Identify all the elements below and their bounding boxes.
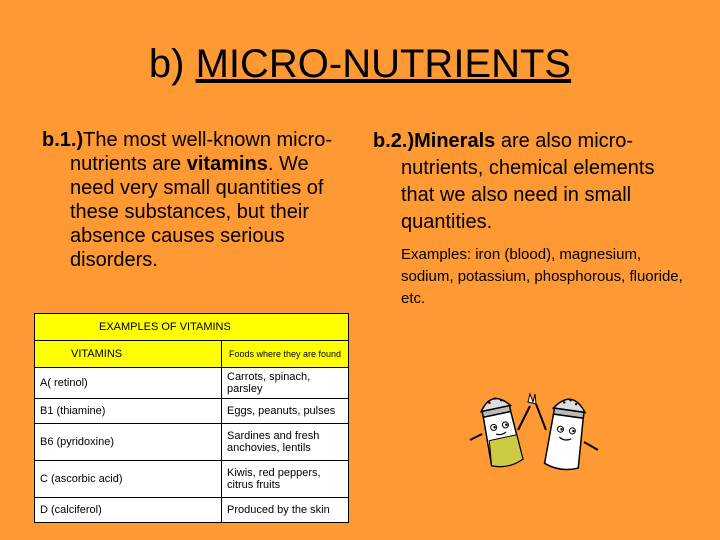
slide-title xyxy=(0,40,720,88)
minerals-paragraph xyxy=(373,128,693,310)
vitamins-text-2: . We need very small quantities of these substances, but their absence causes serious disorders. xyxy=(70,153,324,271)
title-main: MICRO-NUTRIENTS xyxy=(195,42,572,86)
food-cell: Kiwis, red peppers, citrus fruits xyxy=(222,461,349,498)
minerals-text: are also micro-nutrients, chemical elements that we also need in small quantities. xyxy=(401,130,655,233)
title-prefix: b) xyxy=(148,42,196,86)
table-row xyxy=(35,424,349,461)
vitamin-cell: C (ascorbic acid) xyxy=(35,461,222,498)
column-header-vitamins: VITAMINS xyxy=(35,341,222,368)
vitamins-text-1: The most well-known micro-nutrients are xyxy=(70,129,333,175)
salt-pepper-shakers-icon xyxy=(456,378,606,478)
table-row xyxy=(35,498,349,523)
vitamins-paragraph xyxy=(42,128,342,272)
food-cell: Carrots, spinach, parsley xyxy=(222,368,349,399)
table-row xyxy=(35,399,349,424)
food-cell: Eggs, peanuts, pulses xyxy=(222,399,349,424)
table-row xyxy=(35,368,349,399)
minerals-examples: Examples: iron (blood), magnesium, sodium, potassium, phosphorous, fluoride, etc. xyxy=(401,246,683,307)
column-header-foods: Foods where they are found xyxy=(222,341,349,368)
vitamins-lead: b.1.) xyxy=(42,129,84,151)
food-cell: Sardines and fresh anchovies, lentils xyxy=(222,424,349,461)
vitamin-cell: B1 (thiamine) xyxy=(35,399,222,424)
vitamins-table xyxy=(34,313,349,523)
table-row xyxy=(35,461,349,498)
minerals-lead: b.2.)Minerals xyxy=(373,130,496,152)
food-cell: Produced by the skin xyxy=(222,498,349,523)
vitamin-cell: B6 (pyridoxine) xyxy=(35,424,222,461)
vitamins-bold: vitamins xyxy=(186,153,268,175)
vitamin-cell: D (calciferol) xyxy=(35,498,222,523)
vitamin-cell: A( retinol) xyxy=(35,368,222,399)
table-caption: EXAMPLES OF VITAMINS xyxy=(35,314,349,341)
